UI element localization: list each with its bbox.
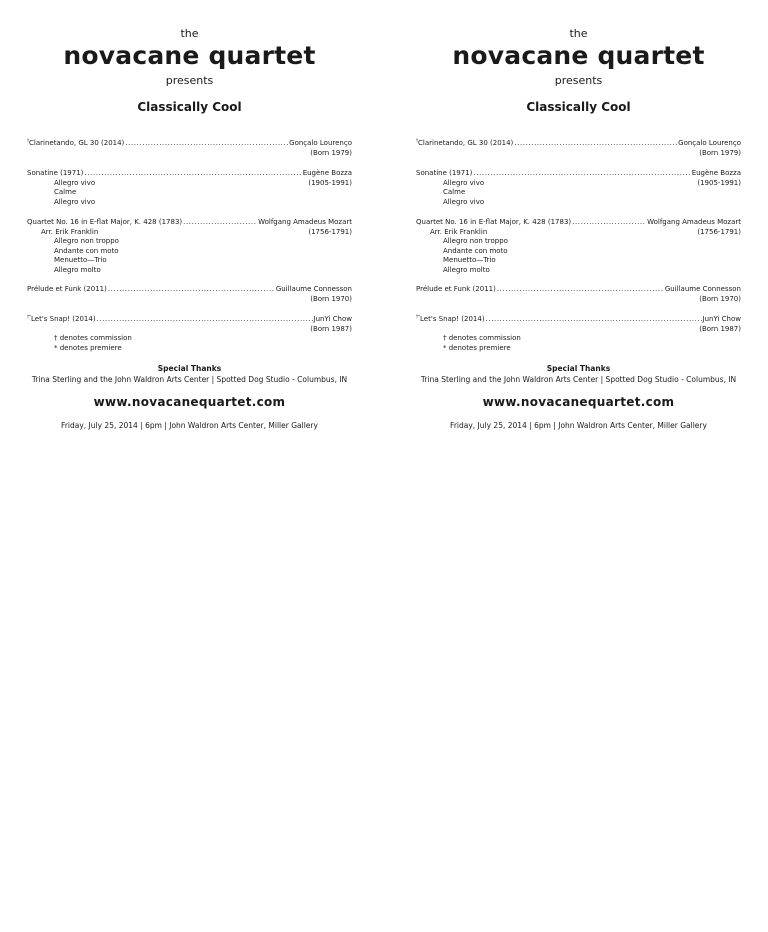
legend bbox=[443, 334, 643, 353]
piece-composer: JunYi Chow bbox=[313, 315, 352, 323]
movement: Allegro vivo bbox=[443, 197, 485, 206]
legend-premiere: * denotes premiere bbox=[443, 343, 511, 352]
piece-title: Quartet No. 16 in E-flat Major, K. 428 (1783) bbox=[27, 218, 183, 226]
composer-dates: (Born 1979) bbox=[310, 148, 352, 157]
leader-dots bbox=[473, 169, 690, 179]
legend-premiere: * denotes premiere bbox=[54, 343, 122, 352]
website-link[interactable]: www.novacanequartet.com bbox=[482, 395, 675, 409]
piece-title: †Clarinetando, GL 30 (2014) bbox=[416, 138, 514, 147]
piece-1 bbox=[27, 139, 352, 158]
leader-dots bbox=[97, 315, 313, 325]
piece-5 bbox=[27, 315, 352, 334]
piece-title: Sonatine (1971) bbox=[27, 169, 84, 177]
piece-composer: Gonçalo Lourenço bbox=[678, 139, 741, 147]
piece-mark: †* bbox=[416, 314, 420, 319]
ensemble-name: novacane quartet bbox=[63, 41, 316, 70]
leader-dots bbox=[514, 139, 677, 149]
piece-composer: Gonçalo Lourenço bbox=[289, 139, 352, 147]
piece-composer: Guillaume Connesson bbox=[275, 285, 352, 293]
movement: Allegro molto bbox=[54, 265, 101, 274]
movement: Allegro molto bbox=[443, 265, 490, 274]
composer-dates: (1905-1991) bbox=[697, 178, 741, 187]
movement: Menuetto—Trio bbox=[54, 256, 107, 265]
piece-title: †*Let's Snap! (2014) bbox=[416, 314, 485, 323]
piece-mark: †* bbox=[27, 314, 31, 319]
leader-dots bbox=[108, 285, 275, 295]
leader-dots bbox=[497, 285, 664, 295]
legend bbox=[54, 334, 254, 353]
leader-dots bbox=[183, 218, 257, 228]
piece-composer: Eugène Bozza bbox=[302, 169, 352, 177]
composer-dates: (Born 1979) bbox=[699, 148, 741, 157]
piece-mark: † bbox=[27, 138, 29, 143]
event-info: Friday, July 25, 2014 | 6pm | John Waldron Arts Center, Miller Gallery bbox=[450, 421, 707, 430]
leader-dots bbox=[572, 218, 646, 228]
piece-title: †Clarinetando, GL 30 (2014) bbox=[27, 138, 125, 147]
composer-dates: (1756-1791) bbox=[308, 227, 352, 236]
composer-dates: (Born 1987) bbox=[310, 324, 352, 333]
movement: Menuetto—Trio bbox=[443, 256, 496, 265]
thanks-text: Trina Sterling and the John Waldron Arts Center | Spotted Dog Studio - Columbus, IN bbox=[31, 375, 348, 384]
intro-the: the bbox=[180, 27, 199, 40]
composer-dates: (1905-1991) bbox=[308, 178, 352, 187]
thanks-heading: Special Thanks bbox=[157, 364, 222, 373]
composer-dates: (Born 1970) bbox=[699, 294, 741, 303]
piece-title: Quartet No. 16 in E-flat Major, K. 428 (1783) bbox=[416, 218, 572, 226]
piece-4 bbox=[416, 285, 741, 304]
piece-mark: † bbox=[416, 138, 418, 143]
composer-dates: (Born 1987) bbox=[699, 324, 741, 333]
piece-composer: Guillaume Connesson bbox=[664, 285, 741, 293]
composer-dates: (Born 1970) bbox=[310, 294, 352, 303]
arranger: Arr. Erik Franklin bbox=[41, 227, 99, 236]
event-info: Friday, July 25, 2014 | 6pm | John Waldron Arts Center, Miller Gallery bbox=[61, 421, 318, 430]
movement: Andante con moto bbox=[443, 246, 508, 255]
piece-composer: Wolfgang Amadeus Mozart bbox=[258, 218, 352, 226]
piece-title: Prélude et Funk (2011) bbox=[27, 285, 107, 293]
program-page-right bbox=[389, 0, 768, 932]
legend-commission: † denotes commission bbox=[54, 334, 132, 342]
ensemble-name: novacane quartet bbox=[452, 41, 705, 70]
thanks-heading: Special Thanks bbox=[546, 364, 611, 373]
presents-text: presents bbox=[165, 74, 214, 87]
program-title: Classically Cool bbox=[526, 100, 631, 114]
piece-3 bbox=[416, 218, 741, 276]
movement: Allegro non troppo bbox=[54, 237, 119, 246]
piece-2 bbox=[416, 169, 741, 207]
arranger: Arr. Erik Franklin bbox=[430, 227, 488, 236]
piece-composer: JunYi Chow bbox=[702, 315, 741, 323]
presents-text: presents bbox=[554, 74, 603, 87]
piece-1 bbox=[416, 139, 741, 158]
piece-title: Prélude et Funk (2011) bbox=[416, 285, 496, 293]
piece-4 bbox=[27, 285, 352, 304]
movement: Allegro non troppo bbox=[443, 237, 508, 246]
piece-composer: Wolfgang Amadeus Mozart bbox=[647, 218, 741, 226]
piece-3 bbox=[27, 218, 352, 276]
program-title: Classically Cool bbox=[137, 100, 242, 114]
thanks-text: Trina Sterling and the John Waldron Arts Center | Spotted Dog Studio - Columbus, IN bbox=[420, 375, 737, 384]
leader-dots bbox=[84, 169, 301, 179]
movement: Allegro vivo bbox=[443, 178, 485, 187]
piece-5 bbox=[416, 315, 741, 334]
movement: Calme bbox=[54, 188, 77, 197]
piece-composer: Eugène Bozza bbox=[691, 169, 741, 177]
composer-dates: (1756-1791) bbox=[697, 227, 741, 236]
piece-title: †*Let's Snap! (2014) bbox=[27, 314, 96, 323]
leader-dots bbox=[486, 315, 702, 325]
leader-dots bbox=[125, 139, 288, 149]
movement: Calme bbox=[443, 188, 466, 197]
website-link[interactable]: www.novacanequartet.com bbox=[93, 395, 286, 409]
intro-the: the bbox=[569, 27, 588, 40]
movement: Allegro vivo bbox=[54, 178, 96, 187]
piece-2 bbox=[27, 169, 352, 207]
movement: Allegro vivo bbox=[54, 197, 96, 206]
legend-commission: † denotes commission bbox=[443, 334, 521, 342]
movement: Andante con moto bbox=[54, 246, 119, 255]
piece-title: Sonatine (1971) bbox=[416, 169, 473, 177]
